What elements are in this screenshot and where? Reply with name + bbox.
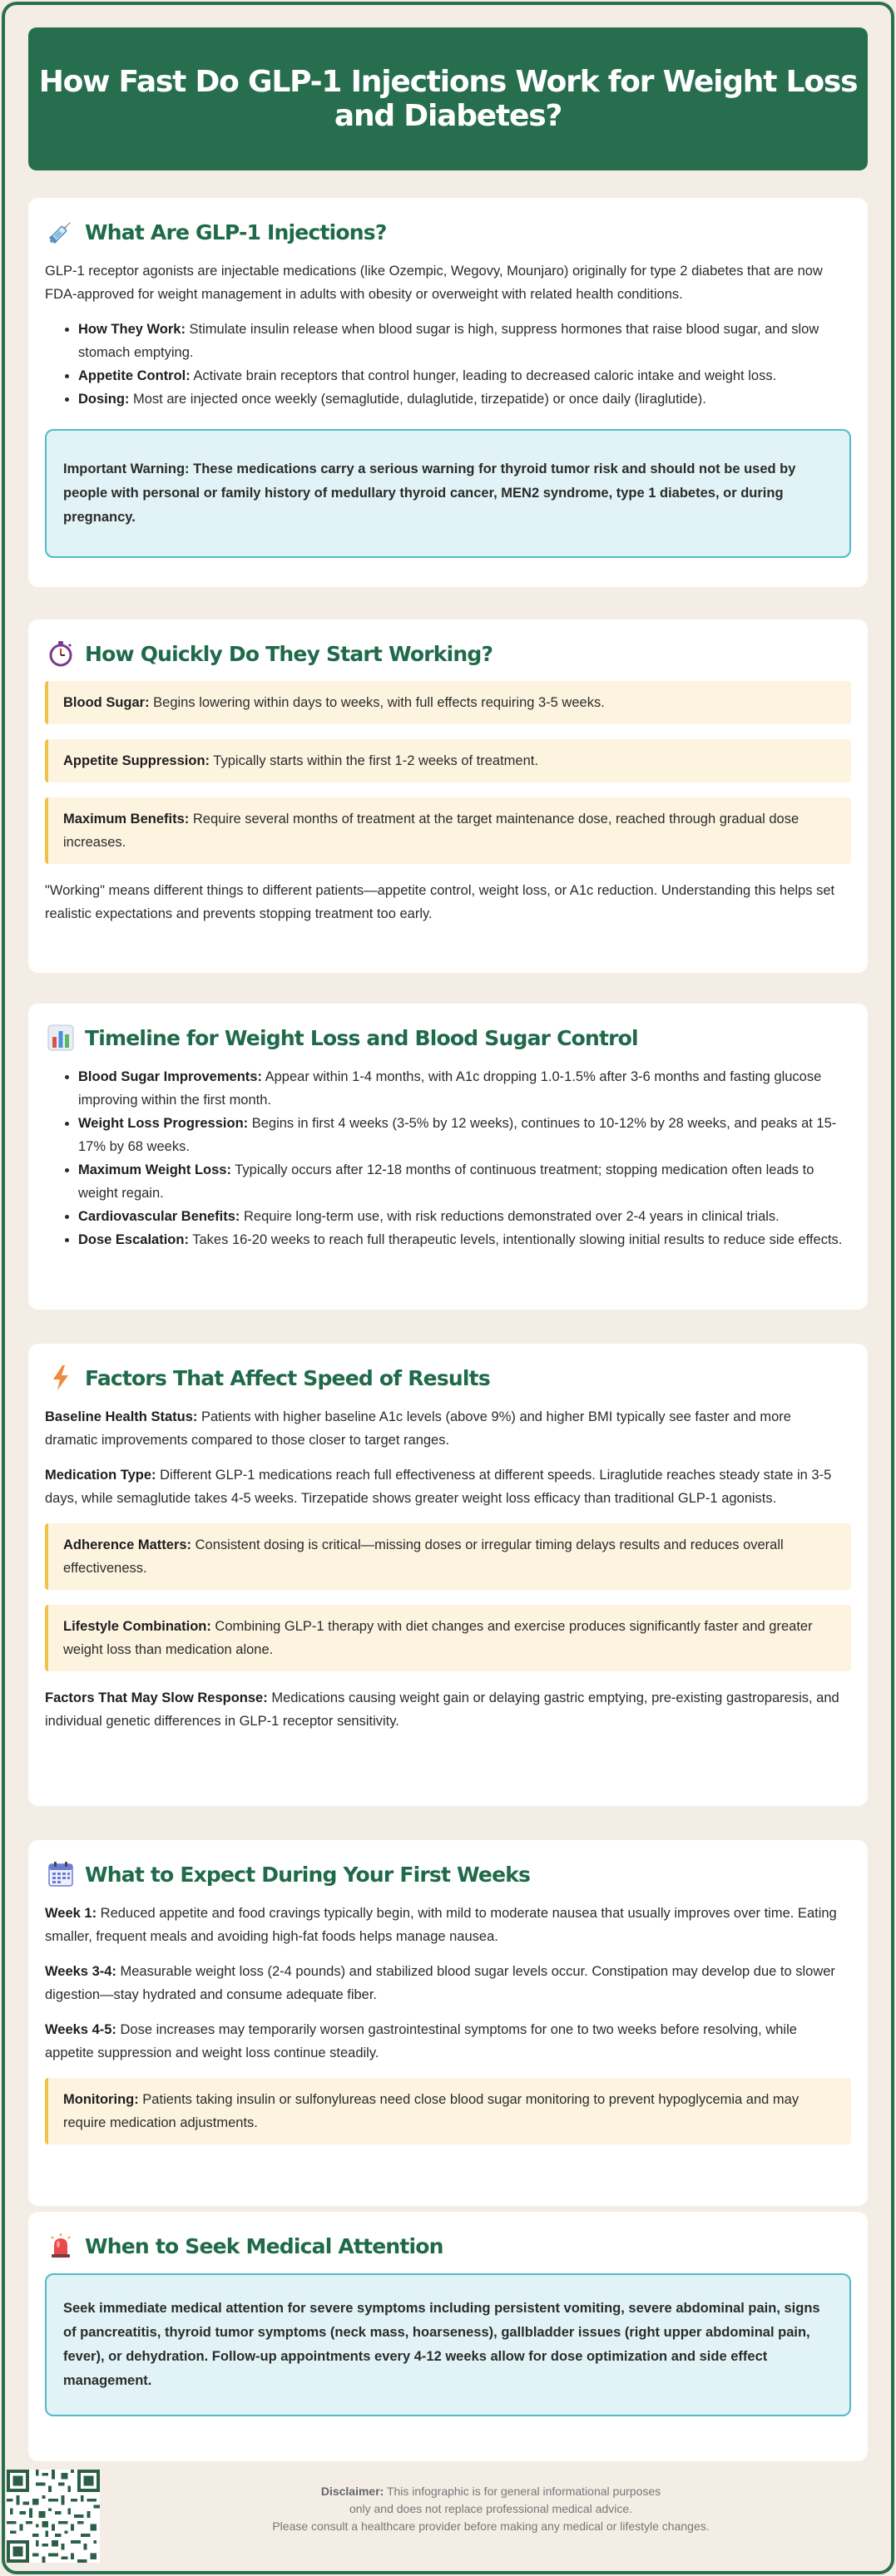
section-how-quickly — [28, 619, 868, 973]
section-heading — [47, 2230, 851, 2262]
list-item — [78, 364, 851, 387]
qr-code-icon — [7, 2470, 100, 2563]
bar-chart-icon — [47, 1024, 75, 1052]
week-label: Week 1: — [45, 1906, 97, 1921]
item-text: Takes 16-20 weeks to reach full therapeutic levels, intentionally slowing initial results to reduce side effects. — [188, 1232, 843, 1247]
note-callout — [45, 1523, 851, 1590]
list-item — [78, 387, 851, 411]
note-label: Adherence Matters: — [63, 1537, 192, 1552]
section-title: When to Seek Medical Attention — [85, 2233, 443, 2258]
outro-text: "Working" means different things to different patients—appetite control, weight loss, or A1c reduction. Understanding this helps set realistic expectations and prevents stopping treatment too early. — [45, 883, 835, 921]
item-text: Typically occurs after 12-18 months of continuous treatment; stopping medication often leads to weight regain. — [78, 1162, 814, 1201]
section-title: Factors That Affect Speed of Results — [85, 1365, 490, 1390]
section-what-are-glp1 — [28, 198, 868, 587]
disclaimer-line: Please consult a healthcare provider before making any medical or lifestyle changes. — [272, 2519, 710, 2533]
section-first-weeks — [28, 1840, 868, 2206]
week-text: Dose increases may temporarily worsen gastrointestinal symptoms for one to two weeks before resolving, while appetite suppression and weight loss continue steadily. — [45, 2022, 797, 2060]
note-text: Consistent dosing is critical—missing doses or irregular timing delays results and reduces overall effectiveness. — [63, 1537, 784, 1576]
list-item — [78, 1112, 851, 1158]
disclaimer-text — [191, 2483, 790, 2535]
factor-paragraph — [45, 1405, 851, 1452]
note-label: Appetite Suppression: — [63, 753, 210, 768]
list-item — [78, 1065, 851, 1112]
item-label: Blood Sugar Improvements: — [78, 1069, 262, 1084]
section-heading — [47, 216, 851, 248]
section-heading — [47, 1362, 851, 1394]
intro-text: GLP-1 receptor agonists are injectable medications (like Ozempic, Wegovy, Mounjaro) originally for type 2 diabetes that are now FDA-approved for weight management in adults with obesity or overweight with related health conditions. — [45, 264, 823, 302]
item-text: Stimulate insulin release when blood sugar is high, suppress hormones that raise blood sugar, and slow stomach emptying. — [78, 322, 819, 360]
section-title: How Quickly Do They Start Working? — [85, 641, 493, 666]
calendar-icon — [47, 1860, 75, 1888]
disclaimer-label: Disclaimer: — [320, 2485, 384, 2498]
factor-paragraph — [45, 1686, 851, 1733]
warning-box: Seek immediate medical attention for severe symptoms including persistent vomiting, severe abdominal pain, signs of pancreatitis, thyroid tumor symptoms (neck mass, hoarseness), gallbladder issues (right upper abdominal pain, fever), or dehydration. Follow-up appointments every 4-12 weeks allow for dose optimization and side effect management. — [45, 2273, 851, 2416]
list-item — [78, 1205, 851, 1228]
section-title: What to Expect During Your First Weeks — [85, 1862, 531, 1887]
week-paragraph — [45, 1902, 851, 1948]
item-text: Appear within 1-4 months, with A1c dropping 1.0-1.5% after 3-6 months and fasting glucose improving within the first month. — [78, 1069, 822, 1108]
section-seek-attention — [28, 2212, 868, 2461]
factor-text: Medications causing weight gain or delaying gastric emptying, pre-existing gastroparesis, and individual genetic differences in GLP-1 receptor sensitivity. — [45, 1690, 839, 1729]
note-text: Begins lowering within days to weeks, with full effects requiring 3-5 weeks. — [149, 695, 605, 710]
item-label: Maximum Weight Loss: — [78, 1162, 231, 1177]
warning-box: Important Warning: These medications carry a serious warning for thyroid tumor risk and should not be used by people with personal or family history of medullary thyroid cancer, MEN2 syndrome, type 1 diabetes, or during pregnancy. — [45, 429, 851, 558]
item-text: Begins in first 4 weeks (3-5% by 12 weeks), continues to 10-12% by 28 weeks, and peaks at 15-17% by 68 weeks. — [78, 1116, 837, 1154]
disclaimer-line: only and does not replace professional medical advice. — [349, 2502, 633, 2515]
bullet-list — [45, 318, 851, 411]
stopwatch-icon — [47, 639, 75, 668]
factor-label: Factors That May Slow Response: — [45, 1690, 268, 1705]
note-text: Typically starts within the first 1-2 weeks of treatment. — [210, 753, 538, 768]
note-callout — [45, 681, 851, 724]
item-label: Dose Escalation: — [78, 1232, 189, 1247]
section-title: What Are GLP-1 Injections? — [85, 220, 387, 244]
item-label: Cardiovascular Benefits: — [78, 1209, 240, 1224]
note-callout — [45, 739, 851, 782]
week-text: Reduced appetite and food cravings typically begin, with mild to moderate nausea that usually improves over time. Eating smaller, frequent meals and avoiding high-fat foods helps manage nausea. — [45, 1906, 837, 1944]
note-text: Patients taking insulin or sulfonylureas need close blood sugar monitoring to prevent hypoglycemia and may require medication adjustments. — [63, 2092, 799, 2130]
list-item — [78, 318, 851, 364]
note-label: Lifestyle Combination: — [63, 1619, 211, 1634]
note-text: Combining GLP-1 therapy with diet changes and exercise produces significantly faster and greater weight loss than medication alone. — [63, 1619, 813, 1657]
section-heading — [47, 1858, 851, 1890]
page-footer — [0, 2470, 896, 2574]
week-label: Weeks 4-5: — [45, 2022, 116, 2037]
note-callout — [45, 1605, 851, 1671]
note-label: Monitoring: — [63, 2092, 139, 2107]
note-text: Require several months of treatment at the target maintenance dose, reached through gradual dose increases. — [63, 812, 799, 850]
week-label: Weeks 3-4: — [45, 1964, 116, 1979]
item-label: Weight Loss Progression: — [78, 1116, 249, 1131]
section-heading — [47, 638, 851, 669]
factor-paragraph — [45, 1463, 851, 1510]
section-timeline — [28, 1004, 868, 1310]
disclaimer-line: This infographic is for general informational purposes — [384, 2485, 661, 2498]
item-label: Appetite Control: — [78, 368, 191, 383]
factor-label: Baseline Health Status: — [45, 1409, 198, 1424]
week-paragraph — [45, 1960, 851, 2006]
bullet-list — [45, 1065, 851, 1251]
page-header — [28, 27, 868, 170]
note-label: Maximum Benefits: — [63, 812, 190, 827]
item-text: Most are injected once weekly (semaglutide, dulaglutide, tirzepatide) or once daily (liraglutide). — [129, 392, 706, 407]
item-text: Require long-term use, with risk reductions demonstrated over 2-4 years in clinical trials. — [240, 1209, 780, 1224]
alarm-siren-icon — [47, 2232, 75, 2260]
page-title: How Fast Do GLP-1 Injections Work for Weight Loss and Diabetes? — [38, 65, 858, 133]
list-item — [78, 1158, 851, 1205]
lightning-icon — [47, 1364, 75, 1392]
factor-text: Patients with higher baseline A1c levels (above 9%) and higher BMI typically see faster and more dramatic improvements compared to those closer to target ranges. — [45, 1409, 791, 1448]
note-label: Blood Sugar: — [63, 695, 150, 710]
item-label: Dosing: — [78, 392, 130, 407]
section-title: Timeline for Weight Loss and Blood Sugar Control — [85, 1025, 638, 1050]
item-text: Activate brain receptors that control hunger, leading to decreased caloric intake and weight loss. — [190, 368, 777, 383]
syringe-icon — [47, 218, 75, 246]
week-text: Measurable weight loss (2-4 pounds) and stabilized blood sugar levels occur. Constipation may develop due to slower digestion—stay hydrated and consume adequate fiber. — [45, 1964, 835, 2002]
section-factors — [28, 1344, 868, 1806]
note-callout — [45, 2078, 851, 2144]
note-callout — [45, 797, 851, 864]
factor-text: Different GLP-1 medications reach full effectiveness at different speeds. Liraglutide reaches steady state in 3-5 days, while semaglutide takes 4-5 weeks. Tirzepatide shows greater weight loss efficacy than traditional GLP-1 agonists. — [45, 1468, 832, 1506]
item-label: How They Work: — [78, 322, 186, 337]
week-paragraph — [45, 2018, 851, 2065]
section-heading — [47, 1022, 851, 1054]
factor-label: Medication Type: — [45, 1468, 156, 1483]
list-item — [78, 1228, 851, 1251]
